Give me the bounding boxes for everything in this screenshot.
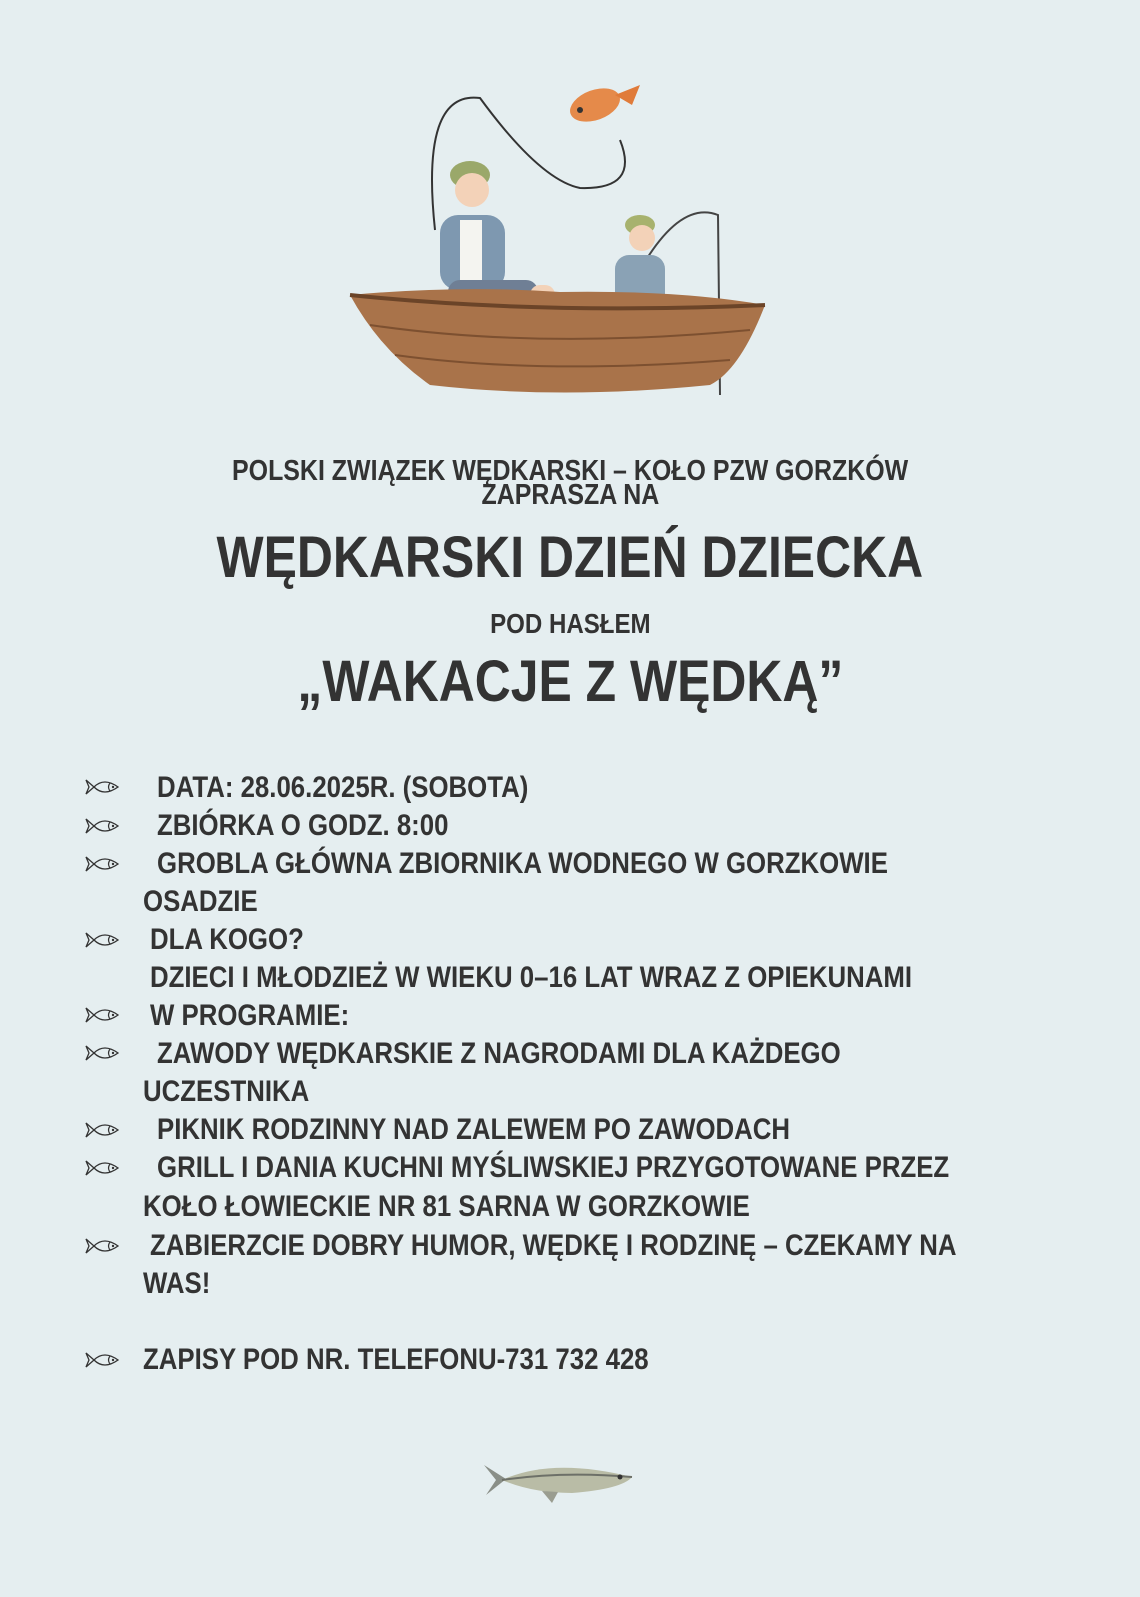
closing-note: ZABIERZCIE DOBRY HUMOR, WĘDKĘ I RODZINĘ – CZEKAMY NA	[150, 1229, 957, 1262]
fish-bullet-icon	[84, 1119, 122, 1141]
boat	[350, 289, 765, 392]
program-competition: ZAWODY WĘDKARSKIE Z NAGRODAMI DLA KAŻDEGO	[157, 1037, 841, 1070]
program-competition-cont: UCZESTNIKA	[143, 1075, 310, 1108]
subtitle: POD HASŁEM	[489, 608, 651, 639]
fish-illustration	[482, 1455, 638, 1507]
organizer-heading: POLSKI ZWIĄZEK WĘDKARSKI – KOŁO PZW GORZKÓW	[231, 455, 909, 487]
info-location: GROBLA GŁÓWNA ZBIORNIKA WODNEGO W GORZKOWIE	[157, 847, 888, 880]
fish-bullet-icon	[84, 815, 122, 837]
program-grill: GRILL I DANIA KUCHNI MYŚLIWSKIEJ PRZYGOTOWANE PRZEZ	[157, 1151, 950, 1184]
info-date: DATA: 28.06.2025R. (SOBOTA)	[157, 771, 529, 804]
fish-bullet-icon	[84, 1042, 122, 1064]
info-program-label: W PROGRAMIE:	[150, 999, 350, 1032]
program-grill-cont: KOŁO ŁOWIECKIE NR 81 SARNA W GORZKOWIE	[143, 1190, 750, 1223]
registration-phone: ZAPISY POD NR. TELEFONU-731 732 428	[143, 1343, 649, 1376]
slogan: „WAKACJE Z WĘDKĄ”	[297, 649, 843, 714]
fishing-boat-illustration	[340, 80, 780, 410]
info-location-cont: OSADZIE	[143, 885, 258, 918]
info-audience-label: DLA KOGO?	[150, 923, 304, 956]
fish-bullet-icon	[84, 776, 122, 798]
fish-bullet-icon	[84, 1235, 122, 1257]
fish-bullet-icon	[84, 1157, 122, 1179]
fish-bullet-icon	[84, 1004, 122, 1026]
closing-note-cont: WAS!	[143, 1267, 211, 1300]
fish-bullet-icon	[84, 1349, 122, 1371]
event-title: WĘDKARSKI DZIEŃ DZIECKA	[216, 525, 924, 590]
fish-bullet-icon	[84, 853, 122, 875]
fish-bullet-icon	[84, 929, 122, 951]
flying-fish-icon	[565, 82, 640, 128]
program-picnic: PIKNIK RODZINNY NAD ZALEWEM PO ZAWODACH	[157, 1113, 791, 1146]
info-meeting-time: ZBIÓRKA O GODZ. 8:00	[157, 809, 449, 842]
info-audience: DZIECI I MŁODZIEŻ W WIEKU 0–16 LAT WRAZ Z OPIEKUNAMI	[150, 961, 913, 994]
invites-text: ZAPRASZA NA	[481, 479, 659, 511]
